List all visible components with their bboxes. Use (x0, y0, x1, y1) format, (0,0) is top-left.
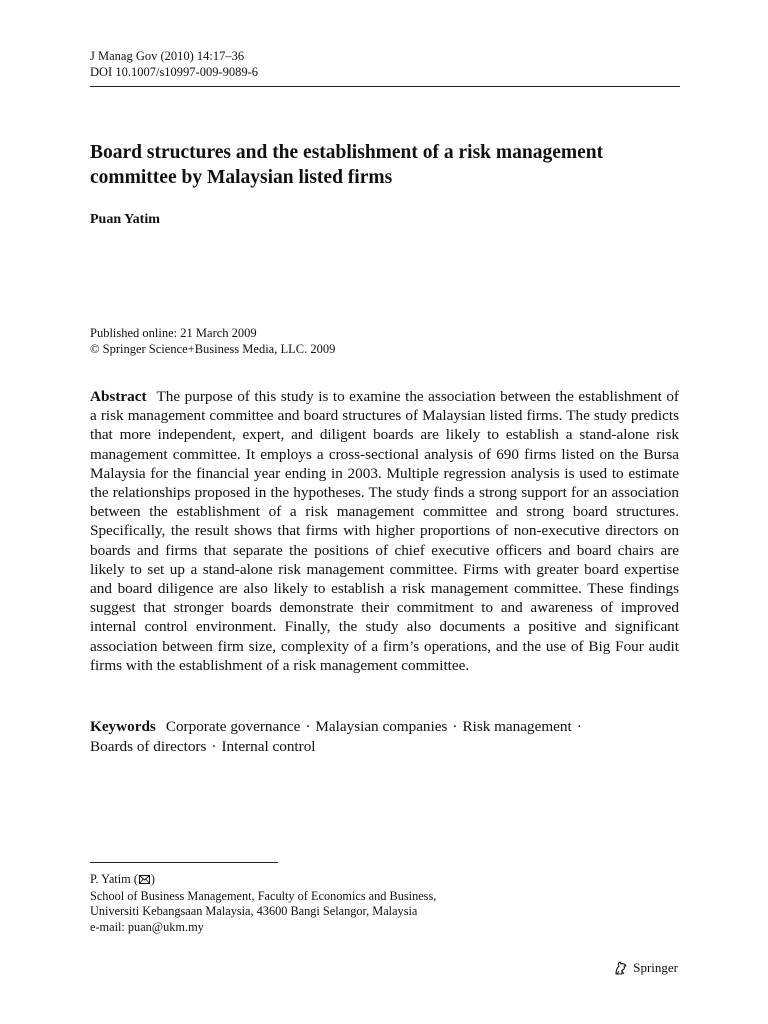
keyword-item: Internal control (221, 737, 316, 755)
keyword-item: Malaysian companies (315, 718, 448, 735)
footnote-author-line (90, 872, 436, 889)
header-divider (90, 86, 680, 87)
keywords-label: Keywords (90, 718, 156, 735)
keywords (90, 717, 679, 756)
footnote-affiliation-2: Universiti Kebangsaan Malaysia, 43600 Bangi Selangor, Malaysia (90, 904, 418, 919)
keyword-separator: · (576, 718, 582, 735)
abstract-text: The purpose of this study is to examine the association between the establishment of a risk management committee and board structures of Malaysian listed firms. The study predicts that more independent, expert, and diligent boards are likely to establish a stand-alone risk management committee. It employs a cross-sectional analysis of 690 firms listed on the Bursa Malaysia for the financial year ending in 2003. Multiple regression analysis is used to estimate the relationships proposed in the hypotheses. The study finds a strong support for an association between the establishment of a risk management committee and strong board structures. Specifically, the result shows that firms with higher proportions of non-executive directors on boards and firms that separate the positions of chief executive officers and board chairs are likely to set up a stand-alone risk management committee. Firms with greater board expertise and board diligence are also likely to establish a risk management committee. These findings suggest that stronger boards demonstrate their commitment to and awareness of improved internal control environment. Finally, the study also documents a positive and significant association between firm size, complexity of a firm’s operations, and the use of Big Four audit firms with the establishment of a risk management committee. (90, 388, 679, 674)
keyword-separator: · (452, 718, 458, 735)
published-online-date: Published online: 21 March 2009 (90, 326, 257, 340)
article-author: Puan Yatim (90, 212, 160, 227)
publisher-mark (613, 960, 678, 976)
article-title: Board structures and the establishment of a risk management committee by Malaysian listed firms (90, 142, 604, 188)
journal-doi: DOI 10.1007/s10997-009-9089-6 (90, 65, 259, 79)
publication-info (90, 326, 335, 357)
journal-header (90, 48, 258, 80)
keyword-separator: · (305, 718, 311, 735)
keyword-item: Boards of directors (90, 737, 207, 755)
keyword-item: Risk management (462, 718, 572, 735)
footnote-author-close: ) (150, 872, 155, 886)
keyword-item: Corporate governance (165, 718, 301, 735)
copyright-notice: © Springer Science+Business Media, LLC. 2009 (90, 341, 336, 356)
footnote-author-name: P. Yatim ( (90, 872, 138, 886)
abstract (90, 387, 679, 675)
footnote-divider (90, 862, 278, 863)
author-footnote (90, 872, 436, 935)
keyword-separator: · (211, 737, 217, 755)
abstract-label: Abstract (90, 388, 147, 405)
publisher-name: Springer (633, 960, 678, 975)
envelope-icon (139, 873, 150, 889)
springer-horse-logo-icon (613, 960, 629, 976)
journal-citation: J Manag Gov (2010) 14:17–36 (90, 49, 245, 63)
footnote-affiliation-1: School of Business Management, Faculty of Economics and Business, (90, 888, 437, 903)
footnote-email: e-mail: puan@ukm.my (90, 919, 204, 934)
